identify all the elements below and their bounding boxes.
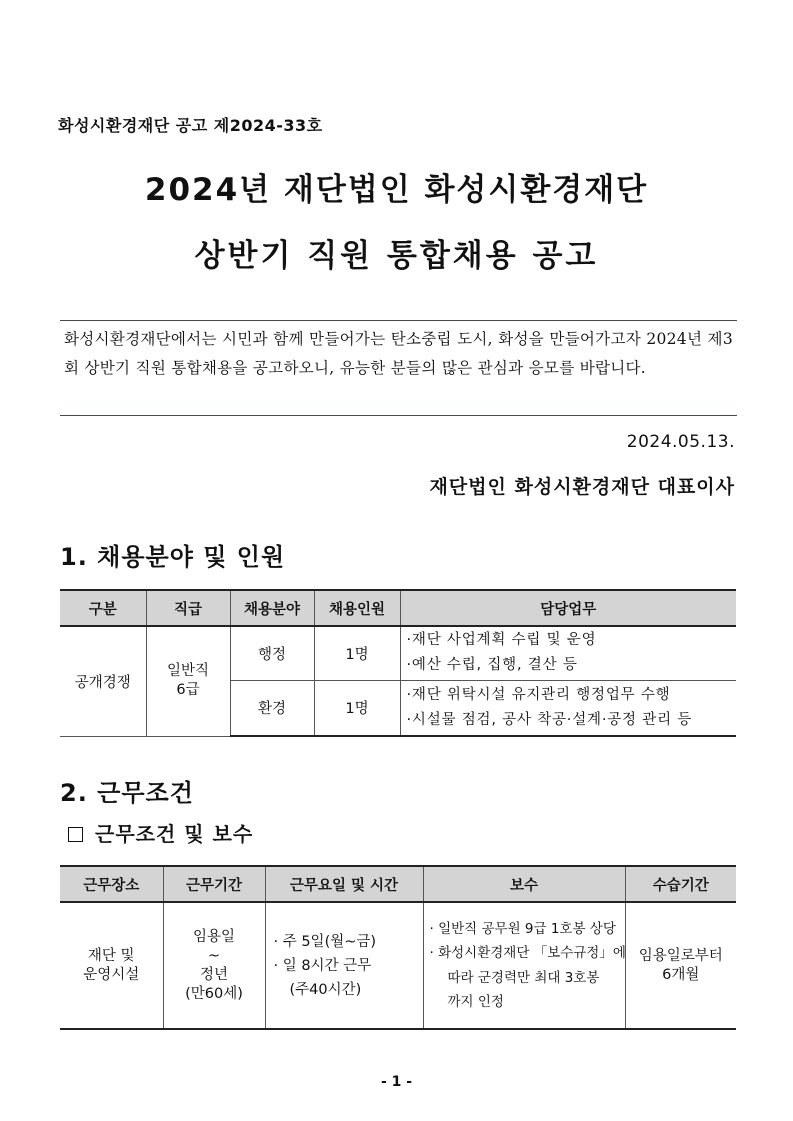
hours-line2: · 일 8시간 근무 xyxy=(273,957,372,974)
header-count: 채용인원 xyxy=(314,590,400,626)
pay-line2: · 화성시환경재단 「보수규정」에 xyxy=(429,945,626,961)
notice-number: 화성시환경재단 공고 제2024-33호 xyxy=(58,116,323,135)
page-title-line1: 2024년 재단법인 화성시환경재단 xyxy=(144,172,649,208)
duty-item: ·재단 사업계획 수립 및 운영 xyxy=(406,632,597,649)
duty-item: ·재단 위탁시설 유지관리 행정업무 수행 xyxy=(406,686,671,703)
grade-line1: 일반직 xyxy=(166,663,210,680)
conditions-table-header xyxy=(60,866,736,902)
probation-cell xyxy=(625,902,736,1029)
hours-line1: · 주 5일(월~금) xyxy=(273,933,377,950)
conditions-table xyxy=(60,865,736,1030)
probation-line2: 6개월 xyxy=(662,966,700,983)
header-place: 근무장소 xyxy=(60,866,163,902)
notice-date: 2024.05.13. xyxy=(626,432,735,452)
header-probation: 수습기간 xyxy=(625,866,736,902)
pay-cell xyxy=(423,902,625,1029)
page-title-line2: 상반기 직원 통합채용 공고 xyxy=(194,238,599,274)
period-cell xyxy=(163,902,265,1029)
period-line1: 임용일 xyxy=(192,928,236,945)
duty-item: ·예산 수립, 집행, 결산 등 xyxy=(406,657,578,674)
header-grade: 직급 xyxy=(146,590,230,626)
intro-text: 화성시환경재단에서는 시민과 함께 만들어가는 탄소중립 도시, 화성을 만들어가고자 2024년 제3회 상반기 직원 통합채용을 공고하오니, 유능한 분들의 많은 관심과 응모를 바랍니다. xyxy=(64,330,733,377)
header-period: 근무기간 xyxy=(163,866,265,902)
place-line1: 재단 및 xyxy=(87,947,135,964)
field-cell: 환경 xyxy=(230,680,314,736)
header-duty: 담당업무 xyxy=(400,590,736,626)
grade-line2: 6급 xyxy=(176,682,200,699)
section2-subheading xyxy=(68,818,253,847)
count-cell: 1명 xyxy=(314,680,400,736)
pay-line4: 까지 인정 xyxy=(447,994,504,1010)
table-row xyxy=(60,626,736,680)
count-cell: 1명 xyxy=(314,626,400,680)
issuer: 재단법인 화성시환경재단 대표이사 xyxy=(429,476,735,498)
header-hours: 근무요일 및 시간 xyxy=(265,866,423,902)
hours-line3: (주40시간) xyxy=(289,981,362,998)
field-cell: 행정 xyxy=(230,626,314,680)
duty-cell xyxy=(400,680,736,736)
checkbox-square-icon xyxy=(68,827,83,842)
duty-cell xyxy=(400,626,736,680)
header-pay: 보수 xyxy=(423,866,625,902)
table-row xyxy=(60,902,736,1029)
category-cell: 공개경쟁 xyxy=(60,626,146,736)
section2-heading: 2. 근무조건 xyxy=(60,779,194,807)
hours-cell xyxy=(265,902,423,1029)
probation-line1: 임용일로부터 xyxy=(638,947,723,964)
header-field: 채용분야 xyxy=(230,590,314,626)
place-line2: 운영시설 xyxy=(83,966,140,983)
grade-cell xyxy=(146,626,230,736)
recruitment-table-header xyxy=(60,590,736,626)
period-line2: ~ xyxy=(207,947,221,964)
duty-item: ·시설물 점검, 공사 착공·설계·공정 관리 등 xyxy=(406,711,693,728)
subheading-text: 근무조건 및 보수 xyxy=(95,822,254,846)
recruitment-table xyxy=(60,589,736,737)
pay-line3: 따라 군경력만 최대 3호봉 xyxy=(447,969,600,986)
page-number: - 1 - xyxy=(380,1074,413,1090)
pay-line1: · 일반직 공무원 9급 1호봉 상당 xyxy=(429,920,616,937)
intro-box xyxy=(60,320,737,416)
place-cell xyxy=(60,902,163,1029)
header-category: 구분 xyxy=(60,590,146,626)
section1-heading: 1. 채용분야 및 인원 xyxy=(60,543,286,571)
period-line3: 정년 xyxy=(199,966,228,983)
period-line4: (만60세) xyxy=(185,985,243,1002)
